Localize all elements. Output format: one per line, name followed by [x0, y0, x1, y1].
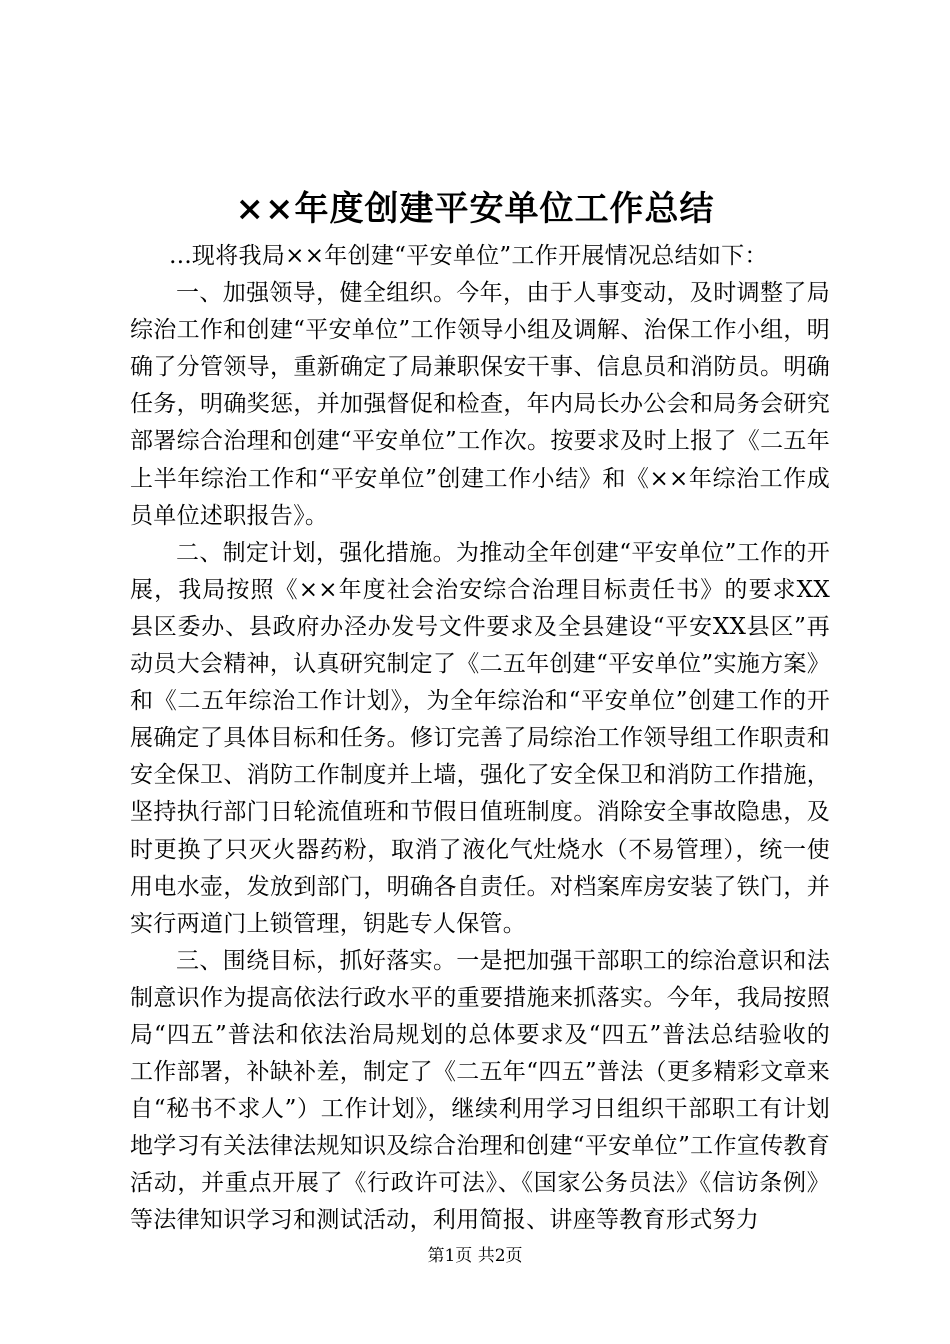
- page-number-footer: 第1页 共2页: [427, 1246, 523, 1266]
- paragraph-section-2: 二、制定计划，强化措施。为推动全年创建“平安单位”工作的开展，我局按照《××年度社会治安综合治理目标责任书》的要求XX县区委办、县政府办泾办发号文件要求及全县建设“平安XX县区”再动员大会精神，认真研究制定了《二五年创建“平安单位”实施方案》和《二五年综治工作计划》，为全年综治和“平安单位”创建工作的开展确定了具体目标和任务。修订完善了局综治工作领导组工作职责和安全保卫、消防工作制度并上墙，强化了安全保卫和消防工作措施，坚持执行部门日轮流值班和节假日值班制度。消除安全事故隐患，及时更换了只灭火器药粉，取消了液化气灶烧水（不易管理），统一使用电水壶，发放到部门，明确各自责任。对档案库房安装了铁门，并实行两道门上锁管理，钥匙专人保管。: [130, 539, 830, 937]
- document-title: ××年度创建平安单位工作总结: [235, 189, 715, 229]
- document-body: [130, 238, 830, 1240]
- paragraph-intro: ...现将我局××年创建“平安单位”工作开展情况总结如下：: [169, 243, 768, 269]
- paragraph-section-3: 三、围绕目标，抓好落实。一是把加强干部职工的综治意识和法制意识作为提高依法行政水平的重要措施来抓落实。今年，我局按照局“四五”普法和依法治局规划的总体要求及“四五”普法总结验收的工作部署，补缺补差，制定了《二五年“四五”普法（更多精彩文章来自“秘书不求人”）工作计划》，继续利用学习日组织干部职工有计划地学习有关法律法规知识及综合治理和创建“平安单位”工作宣传教育活动，并重点开展了《行政许可法》、《国家公务员法》《信访条例》等法律知识学习和测试活动，利用简报、讲座等教育形式努力: [130, 947, 830, 1234]
- paragraph-section-1: 一、加强领导，健全组织。今年，由于人事变动，及时调整了局综治工作和创建“平安单位”工作领导小组及调解、治保工作小组，明确了分管领导，重新确定了局兼职保安干事、信息员和消防员。明确任务，明确奖惩，并加强督促和检查，年内局长办公会和局务会研究部署综合治理和创建“平安单位”工作次。按要求及时上报了《二五年上半年综治工作和“平安单位”创建工作小结》和《××年综治工作成员单位述职报告》。: [130, 280, 830, 529]
